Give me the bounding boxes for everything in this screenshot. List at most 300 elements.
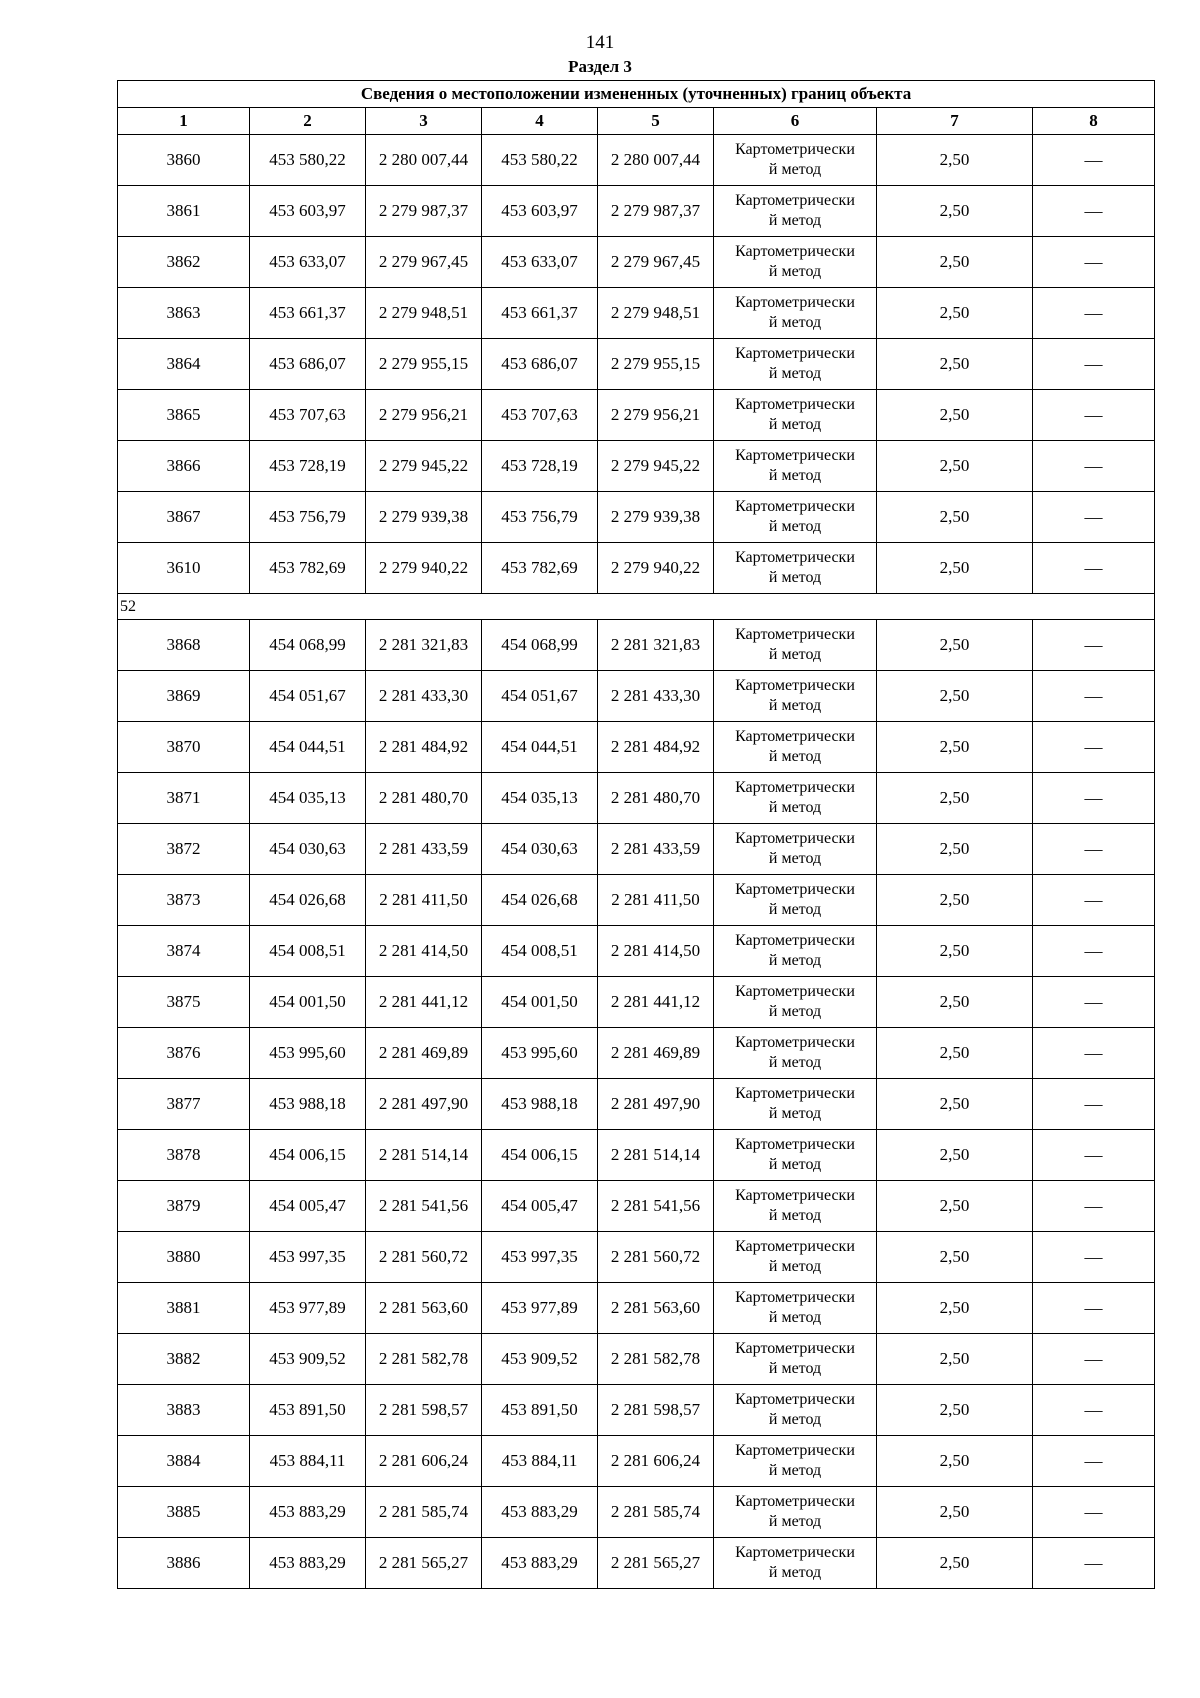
table-row [118,773,1155,824]
note-cell: — [1033,1385,1155,1436]
x-coordinate-new-cell: 453 977,89 [482,1283,598,1334]
y-coordinate-old-cell: 2 281 497,90 [366,1079,482,1130]
x-coordinate-new-cell: 454 051,67 [482,671,598,722]
method-cell [714,1028,877,1079]
accuracy-cell: 2,50 [877,926,1033,977]
method-text-line: Картометрически [735,779,855,796]
x-coordinate-new-cell: 453 988,18 [482,1079,598,1130]
method-text-line: й метод [768,1462,822,1479]
x-coordinate-old-cell: 454 051,67 [250,671,366,722]
method-text-line: Картометрически [735,1340,855,1357]
method-cell [714,1232,877,1283]
note-cell: — [1033,671,1155,722]
y-coordinate-old-cell: 2 281 484,92 [366,722,482,773]
x-coordinate-old-cell: 453 633,07 [250,237,366,288]
y-coordinate-old-cell: 2 281 433,30 [366,671,482,722]
x-coordinate-new-cell: 453 580,22 [482,135,598,186]
method-cell [714,977,877,1028]
method-text-line: й метод [768,161,822,178]
y-coordinate-old-cell: 2 281 585,74 [366,1487,482,1538]
x-coordinate-old-cell: 454 005,47 [250,1181,366,1232]
y-coordinate-old-cell: 2 281 565,27 [366,1538,482,1589]
accuracy-cell: 2,50 [877,492,1033,543]
method-text-line: Картометрически [735,626,855,643]
note-cell: — [1033,492,1155,543]
point-number-cell: 3863 [118,288,250,339]
table-row [118,824,1155,875]
point-number-cell: 3876 [118,1028,250,1079]
method-text-line: й метод [768,1105,822,1122]
note-cell: — [1033,135,1155,186]
method-cell [714,671,877,722]
x-coordinate-new-cell: 454 044,51 [482,722,598,773]
x-coordinate-new-cell: 453 756,79 [482,492,598,543]
y-coordinate-new-cell: 2 281 433,30 [598,671,714,722]
x-coordinate-new-cell: 454 005,47 [482,1181,598,1232]
method-text-line: й метод [768,416,822,433]
note-cell: — [1033,926,1155,977]
note-cell: — [1033,186,1155,237]
y-coordinate-old-cell: 2 281 514,14 [366,1130,482,1181]
x-coordinate-new-cell: 454 035,13 [482,773,598,824]
note-cell: — [1033,1079,1155,1130]
accuracy-cell: 2,50 [877,1436,1033,1487]
column-number: 5 [598,108,714,135]
x-coordinate-old-cell: 453 995,60 [250,1028,366,1079]
accuracy-cell: 2,50 [877,288,1033,339]
x-coordinate-new-cell: 454 008,51 [482,926,598,977]
table-row [118,722,1155,773]
x-coordinate-new-cell: 453 782,69 [482,543,598,594]
method-text-line: Картометрически [735,881,855,898]
y-coordinate-new-cell: 2 280 007,44 [598,135,714,186]
method-cell [714,135,877,186]
accuracy-cell: 2,50 [877,824,1033,875]
y-coordinate-new-cell: 2 281 433,59 [598,824,714,875]
y-coordinate-new-cell: 2 281 441,12 [598,977,714,1028]
x-coordinate-old-cell: 453 997,35 [250,1232,366,1283]
column-number: 8 [1033,108,1155,135]
note-cell: — [1033,543,1155,594]
y-coordinate-new-cell: 2 281 484,92 [598,722,714,773]
note-cell: — [1033,1028,1155,1079]
x-coordinate-old-cell: 453 728,19 [250,441,366,492]
method-cell [714,824,877,875]
point-number-cell: 3880 [118,1232,250,1283]
x-coordinate-old-cell: 453 707,63 [250,390,366,441]
method-cell [714,237,877,288]
method-text-line: Картометрически [735,1187,855,1204]
table-row [118,237,1155,288]
method-cell [714,1436,877,1487]
point-number-cell: 3865 [118,390,250,441]
method-text-line: Картометрически [735,983,855,1000]
y-coordinate-new-cell: 2 281 541,56 [598,1181,714,1232]
x-coordinate-new-cell: 453 728,19 [482,441,598,492]
table-row [118,390,1155,441]
boundary-coordinates-table [117,80,1155,1589]
y-coordinate-old-cell: 2 279 956,21 [366,390,482,441]
table-row [118,977,1155,1028]
y-coordinate-new-cell: 2 281 565,27 [598,1538,714,1589]
method-text-line: Картометрически [735,396,855,413]
method-text-line: й метод [768,314,822,331]
y-coordinate-new-cell: 2 281 321,83 [598,620,714,671]
section-title: Раздел 3 [568,57,632,76]
x-coordinate-old-cell: 453 883,29 [250,1538,366,1589]
x-coordinate-old-cell: 454 044,51 [250,722,366,773]
x-coordinate-old-cell: 454 001,50 [250,977,366,1028]
accuracy-cell: 2,50 [877,671,1033,722]
method-cell [714,492,877,543]
note-cell: — [1033,1232,1155,1283]
method-text-line: Картометрически [735,1544,855,1561]
y-coordinate-new-cell: 2 281 414,50 [598,926,714,977]
method-cell [714,1487,877,1538]
y-coordinate-old-cell: 2 279 948,51 [366,288,482,339]
method-text-line: й метод [768,467,822,484]
y-coordinate-new-cell: 2 281 563,60 [598,1283,714,1334]
accuracy-cell: 2,50 [877,1079,1033,1130]
method-cell [714,875,877,926]
point-number-cell: 3878 [118,1130,250,1181]
table-row [118,441,1155,492]
x-coordinate-old-cell: 453 686,07 [250,339,366,390]
method-cell [714,1283,877,1334]
note-cell: — [1033,1436,1155,1487]
point-number-cell: 3862 [118,237,250,288]
table-row [118,1130,1155,1181]
point-number-cell: 3885 [118,1487,250,1538]
y-coordinate-old-cell: 2 279 955,15 [366,339,482,390]
method-cell [714,1079,877,1130]
note-cell: — [1033,1334,1155,1385]
point-number-cell: 3870 [118,722,250,773]
x-coordinate-new-cell: 453 883,29 [482,1487,598,1538]
column-number: 6 [714,108,877,135]
y-coordinate-old-cell: 2 281 433,59 [366,824,482,875]
table-row [118,620,1155,671]
accuracy-cell: 2,50 [877,722,1033,773]
y-coordinate-new-cell: 2 279 967,45 [598,237,714,288]
note-cell: — [1033,339,1155,390]
x-coordinate-new-cell: 454 030,63 [482,824,598,875]
y-coordinate-new-cell: 2 281 480,70 [598,773,714,824]
y-coordinate-old-cell: 2 280 007,44 [366,135,482,186]
method-text-line: й метод [768,1360,822,1377]
table-row [118,1028,1155,1079]
method-text-line: й метод [768,901,822,918]
x-coordinate-new-cell: 453 707,63 [482,390,598,441]
y-coordinate-new-cell: 2 281 582,78 [598,1334,714,1385]
point-number-cell: 3881 [118,1283,250,1334]
note-cell: — [1033,620,1155,671]
point-number-cell: 3871 [118,773,250,824]
method-text-line: й метод [768,1258,822,1275]
method-cell [714,186,877,237]
y-coordinate-old-cell: 2 281 560,72 [366,1232,482,1283]
x-coordinate-old-cell: 453 603,97 [250,186,366,237]
point-number-cell: 3868 [118,620,250,671]
point-number-cell: 3875 [118,977,250,1028]
accuracy-cell: 2,50 [877,1283,1033,1334]
table-row [118,339,1155,390]
method-cell [714,441,877,492]
accuracy-cell: 2,50 [877,620,1033,671]
x-coordinate-new-cell: 454 068,99 [482,620,598,671]
method-text-line: Картометрически [735,345,855,362]
y-coordinate-new-cell: 2 279 955,15 [598,339,714,390]
method-text-line: Картометрически [735,932,855,949]
y-coordinate-new-cell: 2 279 987,37 [598,186,714,237]
y-coordinate-new-cell: 2 279 945,22 [598,441,714,492]
y-coordinate-old-cell: 2 279 945,22 [366,441,482,492]
note-cell: — [1033,773,1155,824]
note-cell: — [1033,390,1155,441]
y-coordinate-new-cell: 2 281 497,90 [598,1079,714,1130]
x-coordinate-new-cell: 453 884,11 [482,1436,598,1487]
table-row [118,1283,1155,1334]
point-number-cell: 3610 [118,543,250,594]
accuracy-cell: 2,50 [877,135,1033,186]
x-coordinate-new-cell: 454 006,15 [482,1130,598,1181]
x-coordinate-new-cell: 453 995,60 [482,1028,598,1079]
accuracy-cell: 2,50 [877,339,1033,390]
method-text-line: й метод [768,1309,822,1326]
method-text-line: й метод [768,1156,822,1173]
accuracy-cell: 2,50 [877,773,1033,824]
x-coordinate-new-cell: 453 891,50 [482,1385,598,1436]
note-cell: — [1033,1181,1155,1232]
accuracy-cell: 2,50 [877,1334,1033,1385]
x-coordinate-new-cell: 453 883,29 [482,1538,598,1589]
y-coordinate-new-cell: 2 279 948,51 [598,288,714,339]
accuracy-cell: 2,50 [877,1232,1033,1283]
column-number-row [118,108,1155,135]
method-text-line: Картометрически [735,830,855,847]
accuracy-cell: 2,50 [877,237,1033,288]
note-cell: — [1033,722,1155,773]
method-text-line: Картометрически [735,549,855,566]
note-cell: — [1033,288,1155,339]
method-text-line: й метод [768,1003,822,1020]
contour-number: 52 [118,594,1155,620]
y-coordinate-old-cell: 2 281 321,83 [366,620,482,671]
y-coordinate-old-cell: 2 281 441,12 [366,977,482,1028]
x-coordinate-old-cell: 453 909,52 [250,1334,366,1385]
point-number-cell: 3872 [118,824,250,875]
y-coordinate-old-cell: 2 281 606,24 [366,1436,482,1487]
method-text-line: й метод [768,850,822,867]
y-coordinate-old-cell: 2 281 541,56 [366,1181,482,1232]
point-number-cell: 3861 [118,186,250,237]
x-coordinate-new-cell: 453 661,37 [482,288,598,339]
y-coordinate-old-cell: 2 281 480,70 [366,773,482,824]
point-number-cell: 3884 [118,1436,250,1487]
point-number-cell: 3883 [118,1385,250,1436]
method-cell [714,390,877,441]
method-cell [714,1385,877,1436]
method-text-line: Картометрически [735,1034,855,1051]
note-cell: — [1033,237,1155,288]
point-number-cell: 3867 [118,492,250,543]
x-coordinate-new-cell: 453 603,97 [482,186,598,237]
accuracy-cell: 2,50 [877,543,1033,594]
x-coordinate-old-cell: 453 883,29 [250,1487,366,1538]
method-text-line: й метод [768,952,822,969]
y-coordinate-new-cell: 2 281 560,72 [598,1232,714,1283]
y-coordinate-old-cell: 2 279 987,37 [366,186,482,237]
y-coordinate-new-cell: 2 281 598,57 [598,1385,714,1436]
method-text-line: Картометрически [735,1493,855,1510]
x-coordinate-old-cell: 453 756,79 [250,492,366,543]
y-coordinate-new-cell: 2 279 956,21 [598,390,714,441]
note-cell: — [1033,1283,1155,1334]
point-number-cell: 3879 [118,1181,250,1232]
method-cell [714,1130,877,1181]
method-text-line: й метод [768,697,822,714]
note-cell: — [1033,977,1155,1028]
method-text-line: й метод [768,263,822,280]
y-coordinate-new-cell: 2 281 411,50 [598,875,714,926]
accuracy-cell: 2,50 [877,390,1033,441]
x-coordinate-old-cell: 453 988,18 [250,1079,366,1130]
column-number: 2 [250,108,366,135]
y-coordinate-new-cell: 2 281 469,89 [598,1028,714,1079]
contour-group-row [118,594,1155,620]
method-text-line: Картометрически [735,1136,855,1153]
y-coordinate-old-cell: 2 281 411,50 [366,875,482,926]
y-coordinate-old-cell: 2 281 469,89 [366,1028,482,1079]
method-text-line: й метод [768,1054,822,1071]
method-text-line: й метод [768,1411,822,1428]
method-text-line: Картометрически [735,498,855,515]
table-caption: Сведения о местоположении измененных (уточненных) границ объекта [118,81,1155,108]
x-coordinate-old-cell: 453 661,37 [250,288,366,339]
method-text-line: Картометрически [735,1442,855,1459]
table-row [118,1385,1155,1436]
method-text-line: Картометрически [735,192,855,209]
method-text-line: й метод [768,212,822,229]
x-coordinate-old-cell: 453 580,22 [250,135,366,186]
y-coordinate-old-cell: 2 281 563,60 [366,1283,482,1334]
method-text-line: Картометрически [735,141,855,158]
column-number: 1 [118,108,250,135]
point-number-cell: 3874 [118,926,250,977]
column-number: 7 [877,108,1033,135]
method-cell [714,722,877,773]
x-coordinate-new-cell: 453 633,07 [482,237,598,288]
column-number: 4 [482,108,598,135]
x-coordinate-old-cell: 454 008,51 [250,926,366,977]
accuracy-cell: 2,50 [877,1487,1033,1538]
y-coordinate-old-cell: 2 279 940,22 [366,543,482,594]
method-text-line: Картометрически [735,1391,855,1408]
table-row [118,135,1155,186]
table-row [118,1334,1155,1385]
y-coordinate-old-cell: 2 281 582,78 [366,1334,482,1385]
method-text-line: й метод [768,646,822,663]
y-coordinate-old-cell: 2 279 939,38 [366,492,482,543]
method-text-line: й метод [768,518,822,535]
note-cell: — [1033,824,1155,875]
accuracy-cell: 2,50 [877,1385,1033,1436]
y-coordinate-old-cell: 2 279 967,45 [366,237,482,288]
method-text-line: й метод [768,748,822,765]
x-coordinate-old-cell: 453 891,50 [250,1385,366,1436]
method-cell [714,1181,877,1232]
method-text-line: й метод [768,365,822,382]
y-coordinate-new-cell: 2 281 606,24 [598,1436,714,1487]
note-cell: — [1033,1538,1155,1589]
note-cell: — [1033,875,1155,926]
table-row [118,543,1155,594]
method-cell [714,339,877,390]
x-coordinate-old-cell: 454 026,68 [250,875,366,926]
method-cell [714,773,877,824]
x-coordinate-new-cell: 453 909,52 [482,1334,598,1385]
column-number: 3 [366,108,482,135]
point-number-cell: 3877 [118,1079,250,1130]
method-cell [714,1538,877,1589]
accuracy-cell: 2,50 [877,1538,1033,1589]
method-cell [714,288,877,339]
method-text-line: й метод [768,1564,822,1581]
method-text-line: Картометрически [735,243,855,260]
accuracy-cell: 2,50 [877,441,1033,492]
table-row [118,186,1155,237]
table-row [118,1079,1155,1130]
point-number-cell: 3866 [118,441,250,492]
accuracy-cell: 2,50 [877,186,1033,237]
note-cell: — [1033,441,1155,492]
method-text-line: Картометрически [735,728,855,745]
accuracy-cell: 2,50 [877,1181,1033,1232]
point-number-cell: 3873 [118,875,250,926]
point-number-cell: 3860 [118,135,250,186]
y-coordinate-old-cell: 2 281 598,57 [366,1385,482,1436]
y-coordinate-new-cell: 2 279 940,22 [598,543,714,594]
x-coordinate-new-cell: 454 001,50 [482,977,598,1028]
x-coordinate-old-cell: 453 782,69 [250,543,366,594]
x-coordinate-old-cell: 453 884,11 [250,1436,366,1487]
y-coordinate-new-cell: 2 279 939,38 [598,492,714,543]
table-row [118,875,1155,926]
x-coordinate-old-cell: 454 006,15 [250,1130,366,1181]
y-coordinate-new-cell: 2 281 585,74 [598,1487,714,1538]
table-row [118,671,1155,722]
method-text-line: Картометрически [735,447,855,464]
accuracy-cell: 2,50 [877,977,1033,1028]
table-row [118,1436,1155,1487]
table-body [118,135,1155,1589]
point-number-cell: 3882 [118,1334,250,1385]
y-coordinate-old-cell: 2 281 414,50 [366,926,482,977]
point-number-cell: 3886 [118,1538,250,1589]
table-row [118,926,1155,977]
point-number-cell: 3864 [118,339,250,390]
method-text-line: й метод [768,1513,822,1530]
method-text-line: й метод [768,799,822,816]
table-row [118,1487,1155,1538]
method-cell [714,543,877,594]
accuracy-cell: 2,50 [877,1028,1033,1079]
table-row [118,1538,1155,1589]
table-row [118,1181,1155,1232]
method-text-line: й метод [768,1207,822,1224]
x-coordinate-new-cell: 453 686,07 [482,339,598,390]
accuracy-cell: 2,50 [877,1130,1033,1181]
